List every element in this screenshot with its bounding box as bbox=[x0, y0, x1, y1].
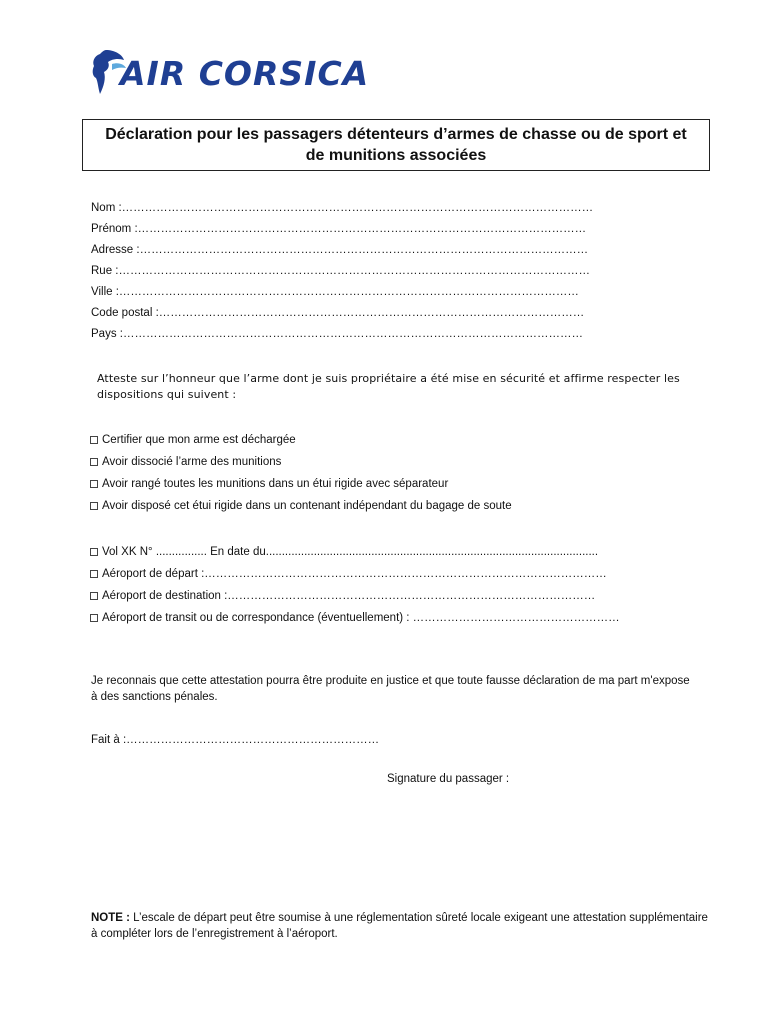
condition-label: Avoir disposé cet étui rigide dans un contenant indépendant du bagage de soute bbox=[102, 500, 512, 512]
signature-label: Signature du passager : bbox=[387, 773, 510, 785]
condition-item[interactable] bbox=[90, 433, 296, 447]
checkbox[interactable] bbox=[90, 592, 98, 600]
transit-airport-field[interactable] bbox=[90, 611, 620, 625]
note bbox=[91, 910, 711, 942]
checkbox[interactable] bbox=[90, 436, 98, 444]
checkbox[interactable] bbox=[90, 480, 98, 488]
attestation-text: Atteste sur l’honneur que l’arme dont je suis propriétaire a été mise en sécurité et affirme respecter les dispositions qui suivent : bbox=[97, 372, 680, 401]
checkbox[interactable] bbox=[90, 614, 98, 622]
field-prenom[interactable]: Prénom :……………………………………………………………………………………………………… bbox=[91, 223, 587, 235]
flight-number-field[interactable] bbox=[90, 545, 598, 559]
brand-name: AIR CORSICA bbox=[120, 54, 370, 93]
checkbox[interactable] bbox=[90, 502, 98, 510]
field-ville[interactable]: Ville :………………………………………………………………………………………………………… bbox=[91, 286, 579, 298]
note-label: NOTE : bbox=[91, 912, 130, 924]
destination-airport-label: Aéroport de destination :…………………………………………………………………………………… bbox=[102, 590, 596, 602]
transit-airport-label: Aéroport de transit ou de correspondance (éventuellement) : ……………………………………………… bbox=[102, 612, 620, 624]
flight-number-label: Vol XK N° ................ En date du........................................................................................................ bbox=[102, 546, 599, 558]
condition-item[interactable] bbox=[90, 455, 281, 469]
condition-label: Avoir dissocié l’arme des munitions bbox=[102, 456, 282, 468]
fait-a-field[interactable]: Fait à :………………………………………………………… bbox=[91, 734, 380, 746]
air-corsica-logo bbox=[88, 48, 408, 100]
declaration-text: Je reconnais que cette attestation pourra être produite en justice et que toute fausse déclaration de ma part m'expose à des sanctions pénales. bbox=[91, 675, 690, 703]
departure-airport-label: Aéroport de départ :…………………………………………………………………………………………… bbox=[102, 568, 607, 580]
note-text: L’escale de départ peut être soumise à une réglementation sûreté locale exigeant une attestation supplémentaire à compléter lors de l’enregistrement à l’aéroport. bbox=[91, 912, 708, 940]
checkbox[interactable] bbox=[90, 548, 98, 556]
field-nom[interactable]: Nom :…………………………………………………………………………………………………………… bbox=[91, 202, 594, 214]
field-adresse[interactable]: Adresse :……………………………………………………………………………………………………… bbox=[91, 244, 589, 256]
condition-label: Certifier que mon arme est déchargée bbox=[102, 434, 296, 446]
condition-item[interactable] bbox=[90, 499, 512, 513]
condition-item[interactable] bbox=[90, 477, 448, 491]
checkbox[interactable] bbox=[90, 570, 98, 578]
field-rue[interactable]: Rue :…………………………………………………………………………………………………………… bbox=[91, 265, 590, 277]
field-pays[interactable]: Pays :………………………………………………………………………………………………………… bbox=[91, 328, 583, 340]
destination-airport-field[interactable] bbox=[90, 589, 595, 603]
condition-label: Avoir rangé toutes les munitions dans un étui rigide avec séparateur bbox=[102, 478, 449, 490]
page-title: Déclaration pour les passagers détenteurs d’armes de chasse ou de sport et de munitions associées bbox=[105, 126, 687, 164]
title-box bbox=[82, 119, 710, 171]
field-code-postal[interactable]: Code postal :………………………………………………………………………………………………… bbox=[91, 307, 585, 319]
departure-airport-field[interactable] bbox=[90, 567, 607, 581]
checkbox[interactable] bbox=[90, 458, 98, 466]
